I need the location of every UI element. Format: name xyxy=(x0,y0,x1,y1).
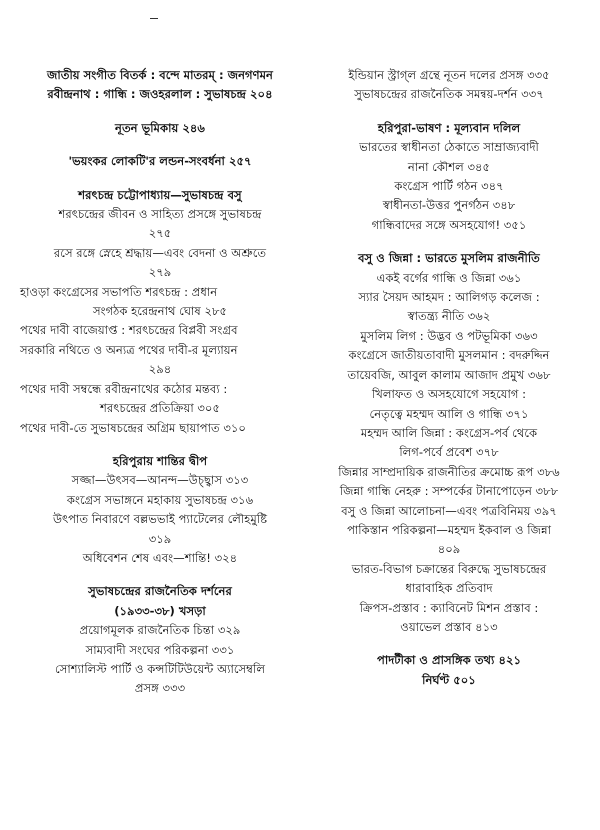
contents-section xyxy=(308,119,590,235)
contents-section xyxy=(20,186,300,438)
contents-entry: কংগ্রেস পার্টি গঠন ৩৪৭ xyxy=(394,179,504,194)
contents-entry: শরৎচন্দ্রের জীবন ও সাহিত্য প্রসঙ্গে সুভাষচন্দ্র xyxy=(58,207,262,222)
section-heading: হরিপুরায় শান্তির দ্বীপ xyxy=(112,453,208,468)
contents-entry: পথের দাবী সম্বন্ধে রবীন্দ্রনাথের কঠোর মন্তব্য : xyxy=(20,381,228,396)
contents-entry: প্রয়োগমূলক রাজনৈতিক চিন্তা ৩২৯ xyxy=(79,623,241,638)
section-heading: নির্ঘণ্ট ৫০১ xyxy=(422,672,476,687)
contents-entry: গান্ধিবাদের সঙ্গে অসহযোগ! ৩৫১ xyxy=(371,217,527,232)
contents-entry: স্যার সৈয়দ আহমদ : আলিগড় কলেজ : xyxy=(358,290,540,305)
contents-entry: স্বাধীনতা-উত্তর পুনর্গঠন ৩৪৮ xyxy=(382,198,516,213)
section-heading: বসু ও জিন্না : ভারতে মুসলিম রাজনীতি xyxy=(358,251,540,266)
contents-entry: ওয়াভেল প্রস্তাব ৪১৩ xyxy=(400,619,498,634)
contents-entry: ২৭৯ xyxy=(148,265,172,280)
contents-entry: সরকারি নথিতে ও অন্যত্র পথের দাবী-র মূল্যায়ন xyxy=(20,342,238,357)
contents-section xyxy=(308,651,590,690)
contents-entry: তায়েবজি, আবুল কালাম আজাদ প্রমুখ ৩৬৮ xyxy=(347,367,551,382)
contents-entry: ২৭৫ xyxy=(148,226,172,241)
section-spacer xyxy=(20,568,300,582)
contents-entry: মহম্মদ আলি জিন্না : কংগ্রেস-পর্ব থেকে xyxy=(360,425,538,440)
contents-section xyxy=(20,152,300,171)
section-spacer xyxy=(308,637,590,651)
contents-entry: ২৯৪ xyxy=(148,362,172,377)
contents-entry: অধিবেশন শেষ এবং—শান্তি! ৩২৪ xyxy=(82,550,238,565)
section-heading: শরৎচন্দ্র চট্টোপাধ্যায়—সুভাষচন্দ্র বসু xyxy=(78,187,242,202)
contents-section xyxy=(308,66,590,105)
contents-entry: ভারতের স্বাধীনতা ঠেকাতে সাম্রাজ্যবাদী xyxy=(359,140,539,155)
contents-entry: নানা কৌশল ৩৪৫ xyxy=(407,159,491,174)
section-spacer xyxy=(308,105,590,119)
contents-section xyxy=(20,452,300,568)
section-spacer xyxy=(20,138,300,152)
contents-entry: শরৎচন্দ্রের প্রতিক্রিয়া ৩০৫ xyxy=(100,401,220,416)
contents-entry: স্বাতন্ত্র্য নীতি ৩৬২ xyxy=(407,309,491,324)
contents-entry: সুভাষচন্দ্রের রাজনৈতিক সমন্বয়-দর্শন ৩৩৭ xyxy=(354,87,544,102)
section-spacer xyxy=(20,105,300,119)
contents-entry: কংগ্রেসে জাতীয়তাবাদী মুসলমান : বদরুদ্দিন xyxy=(348,348,550,363)
section-spacer xyxy=(20,438,300,452)
contents-entry: নেতৃত্বে মহম্মদ আলি ও গান্ধি ৩৭১ xyxy=(369,406,529,421)
contents-entry: রসে রঙ্গে স্নেহে শ্রদ্ধায়—এবং বেদনা ও অশ্রুতে xyxy=(53,245,267,260)
contents-right-column xyxy=(308,66,590,690)
section-heading: (১৯৩৩-৩৮) খসড়া xyxy=(114,603,206,618)
section-heading: পাদটীকা ও প্রাসঙ্গিক তথ্য ৪২১ xyxy=(376,653,522,668)
contents-entry: প্রসঙ্গ ৩৩৩ xyxy=(134,681,186,696)
contents-entry: পথের দাবী বাজেয়াপ্ত : শরৎচন্দ্রের বিপ্লবী সংগ্রব xyxy=(20,323,238,338)
contents-entry: পথের দাবী-তে সুভাষচন্দ্রের অগ্রিম ছায়াপাত ৩১০ xyxy=(20,420,246,435)
contents-entry: কংগ্রেস সভাঙ্গনে মহাকায় সুভাষচন্দ্র ৩১৬ xyxy=(66,492,254,507)
contents-entry: সংগঠক হরেন্দ্রনাথ ঘোষ ২৮৫ xyxy=(92,304,228,319)
contents-entry: পাকিস্তান পরিকল্পনা—মহম্মদ ইকবাল ও জিন্না xyxy=(347,522,551,537)
contents-entry: ধারাবাহিক প্রতিবাদ xyxy=(405,581,493,596)
contents-entry: খিলাফত ও অসহযোগে সহযোগ : xyxy=(371,387,527,402)
contents-entry: ইন্ডিয়ান স্ট্রাগ্‌ল গ্রন্থে নূতন দলের প্রসঙ্গ ৩৩৫ xyxy=(348,68,550,82)
contents-entry: ক্রিপস-প্রস্তাব : ক্যাবিনেট মিশন প্রস্তাব : xyxy=(359,600,539,615)
contents-entry: উৎপাত নিবারণে বল্লভভাই প্যাটেলের লৌহমুষ্টি xyxy=(52,512,268,527)
contents-entry: বসু ও জিন্না আলোচনা—এবং পত্রবিনিময় ৩৯৭ xyxy=(341,503,557,518)
section-heading: সুভাষচন্দ্রের রাজনৈতিক দর্শনের xyxy=(88,584,232,599)
section-spacer xyxy=(20,172,300,186)
section-spacer xyxy=(308,235,590,249)
section-heading: জাতীয় সংগীত বিতর্ক : বন্দে মাতরম্ : জনগণমন xyxy=(47,68,273,82)
contents-entry: সোশ্যালিস্ট পার্টি ও কন্সটিটিউয়েন্ট অ্যাসেম্বলি xyxy=(55,661,265,676)
contents-entry: ভারত-বিভাগ চক্রান্তের বিরুদ্ধে সুভাষচন্দ্রের xyxy=(351,561,547,576)
page-mark xyxy=(150,18,158,19)
contents-section xyxy=(20,66,300,105)
section-heading: হরিপুরা-ভাষণ : মূল্যবান দলিল xyxy=(377,120,521,135)
contents-entry: হাওড়া কংগ্রেসের সভাপতি শরৎচন্দ্র : প্রধান xyxy=(20,284,218,299)
contents-entry: ৩১৯ xyxy=(148,531,172,546)
contents-entry: ৪০৯ xyxy=(437,542,461,557)
contents-section xyxy=(20,582,300,698)
contents-entry: একই বর্গের গান্ধি ও জিন্না ৩৬১ xyxy=(376,270,522,285)
contents-entry: জিন্নার সাম্প্রদায়িক রাজনীতির ক্রমোচ্চ রূপ ৩৮৬ xyxy=(338,464,560,479)
section-heading: নূতন ভূমিকায় ২৪৬ xyxy=(115,120,205,135)
contents-entry: জিন্না গান্ধি নেহরু : সম্পর্কের টানাপোড়েন ৩৮৮ xyxy=(339,484,559,499)
contents-entry: সাম্যবাদী সংঘের পরিকল্পনা ৩৩১ xyxy=(85,642,235,657)
contents-entry: মুসলিম লিগ : উদ্ভব ও পটভূমিকা ৩৬৩ xyxy=(360,328,538,343)
contents-entry: সজ্জা—উৎসব—আনন্দ—উচ্ছ্বাস ৩১৩ xyxy=(71,473,249,488)
contents-left-column xyxy=(20,66,300,699)
contents-entry: লিগ-পর্বে প্রবেশ ৩৭৮ xyxy=(399,445,499,460)
contents-section xyxy=(308,249,590,637)
contents-section xyxy=(20,119,300,138)
section-heading: রবীন্দ্রনাথ : গান্ধি : জওহরলাল : সুভাষচন্দ্র ২০৪ xyxy=(47,87,273,102)
section-heading: 'ভয়ংকর লোকটি'র লন্ডন-সংবর্ধনা ২৫৭ xyxy=(68,154,252,169)
